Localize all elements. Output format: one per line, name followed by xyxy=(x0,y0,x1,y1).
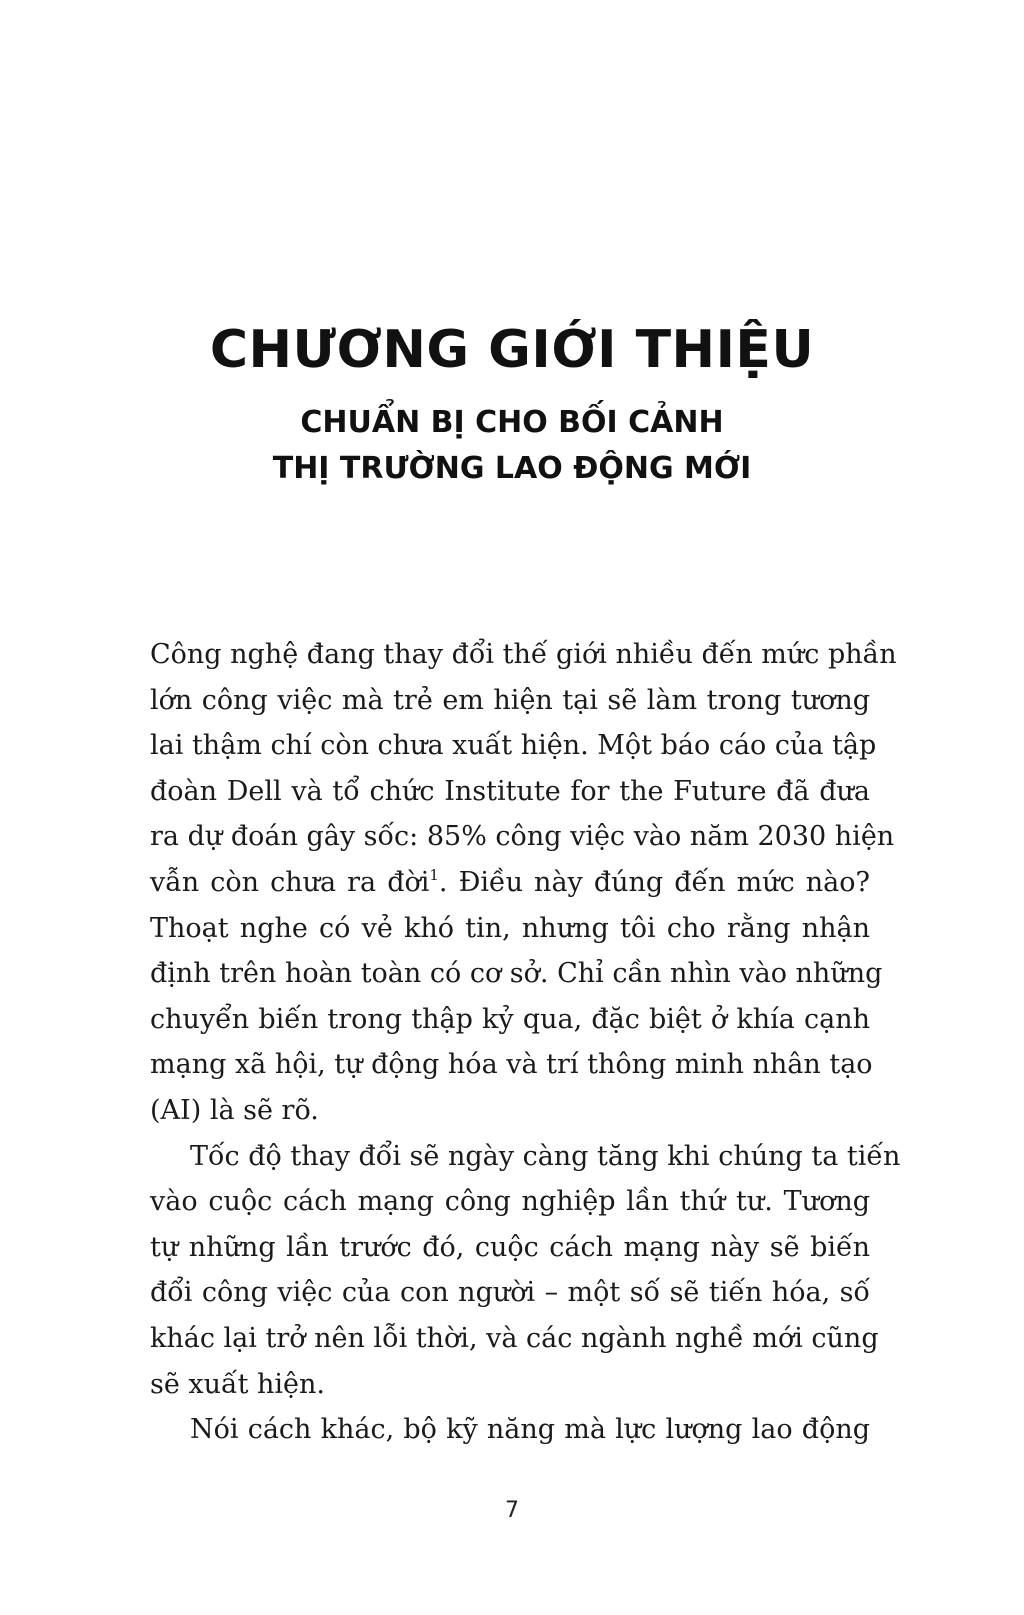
paragraph-2 xyxy=(150,1134,901,1408)
text-line: đổi công việc của con người – một số sẽ tiến hóa, số xyxy=(150,1277,870,1309)
chapter-subtitle-line-2: THỊ TRƯỜNG LAO ĐỘNG MỚI xyxy=(272,451,752,486)
footnote-reference[interactable]: 1 xyxy=(429,865,439,884)
text-line: ra dự đoán gây sốc: 85% công việc vào năm 2030 hiện xyxy=(150,821,895,853)
text-line: vào cuộc cách mạng công nghiệp lần thứ tư. Tương xyxy=(150,1186,870,1218)
text-line-with-footnote xyxy=(150,860,870,906)
text-line: lai thậm chí còn chưa xuất hiện. Một báo cáo của tập xyxy=(150,730,877,762)
text-fragment: . Điều này đúng đến mức nào? xyxy=(438,866,870,898)
text-line: mạng xã hội, tự động hóa và trí thông minh nhân tạo xyxy=(150,1049,873,1081)
text-line: định trên hoàn toàn có cơ sở. Chỉ cần nhìn vào những xyxy=(150,958,883,990)
chapter-subtitle-line-1: CHUẨN BỊ CHO BỐI CẢNH xyxy=(300,405,724,440)
text-line: Công nghệ đang thay đổi thế giới nhiều đến mức phần xyxy=(150,639,897,670)
text-line: chuyển biến trong thập kỷ qua, đặc biệt ở khía cạnh xyxy=(150,1003,870,1035)
text-line: sẽ xuất hiện. xyxy=(150,1368,325,1400)
text-fragment: vẫn còn chưa ra đời xyxy=(150,866,430,898)
text-line: Thoạt nghe có vẻ khó tin, nhưng tôi cho rằng nhận xyxy=(150,912,870,944)
text-line: đoàn Dell và tổ chức Institute for the Future đã đưa xyxy=(150,775,870,807)
text-line: khác lại trở nên lỗi thời, và các ngành nghề mới cũng xyxy=(150,1322,879,1354)
chapter-subtitle xyxy=(0,400,1024,492)
body-text xyxy=(150,632,901,1453)
text-line: (AI) là sẽ rõ. xyxy=(150,1094,319,1126)
paragraph-1 xyxy=(150,632,897,1134)
text-line: Nói cách khác, bộ kỹ năng mà lực lượng lao động xyxy=(190,1414,870,1446)
page-number: 7 xyxy=(505,1498,519,1523)
chapter-title: CHƯƠNG GIỚI THIỆU xyxy=(209,320,815,380)
text-line: Tốc độ thay đổi sẽ ngày càng tăng khi chúng ta tiến xyxy=(190,1140,901,1172)
text-line: lớn công việc mà trẻ em hiện tại sẽ làm trong tương xyxy=(150,684,870,716)
text-line: tự những lần trước đó, cuộc cách mạng này sẽ biến xyxy=(150,1231,870,1263)
paragraph-3 xyxy=(150,1407,870,1453)
